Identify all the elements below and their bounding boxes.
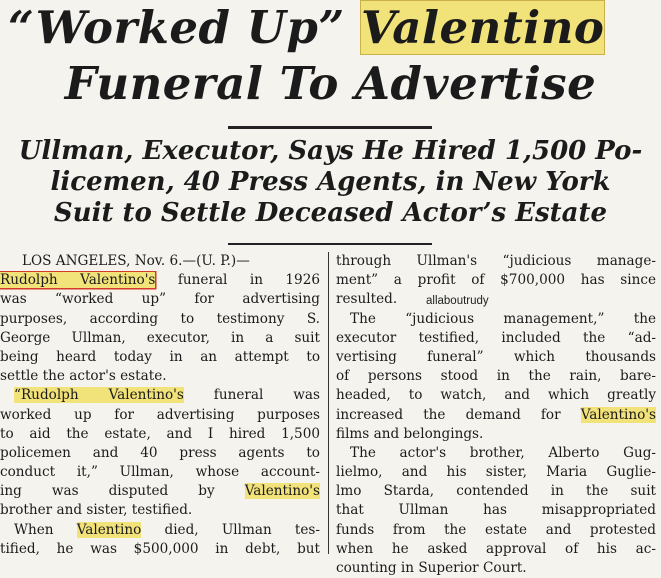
body-line: lmo Starda, contended in the suit bbox=[336, 483, 656, 500]
body-text: ing was disputed by bbox=[0, 483, 245, 500]
body-line: purposes, according to testimony S. bbox=[0, 310, 320, 327]
subheadline-deck bbox=[0, 136, 661, 229]
name-highlight: “Rudolph Valentino's bbox=[14, 387, 184, 404]
deck-divider bbox=[228, 243, 432, 245]
body-line: when he asked approval of his ac- bbox=[336, 540, 656, 557]
body-line bbox=[0, 482, 320, 501]
body-text: funeral in 1926 bbox=[155, 272, 320, 289]
headline-prefix: “Worked Up” bbox=[8, 1, 361, 54]
name-highlight: Rudolph Valentino's bbox=[0, 272, 156, 289]
body-line: The “judicious management,” the bbox=[350, 310, 656, 327]
body-line: was “worked up” for advertising bbox=[0, 291, 320, 308]
name-highlight: Valentino's bbox=[244, 483, 320, 500]
name-highlight: Valentino's bbox=[580, 406, 656, 423]
body-line: being heard today in an attempt to bbox=[0, 348, 320, 365]
body-line bbox=[0, 521, 320, 540]
body-text: increased the demand for bbox=[336, 406, 581, 423]
article-left-column bbox=[0, 252, 320, 559]
deck-line: Ullman, Executor, Says He Hired 1,500 Po- bbox=[18, 136, 643, 166]
headline-line-2: Funeral To Advertise bbox=[64, 57, 597, 110]
watermark-text: allaboutrudy bbox=[426, 295, 489, 307]
body-line: that Ullman has misappropriated bbox=[336, 502, 656, 519]
body-line: films and belongings. bbox=[336, 425, 484, 442]
body-line: settle the actor's estate. bbox=[0, 368, 167, 385]
body-line: executor testified, included the “ad- bbox=[336, 329, 656, 346]
body-line bbox=[0, 271, 320, 290]
deck-line: Suit to Settle Deceased Actor’s Estate bbox=[53, 198, 608, 228]
body-line: funds from the estate and protested bbox=[336, 521, 656, 538]
body-line: lielmo, and his sister, Maria Guglie- bbox=[336, 464, 656, 481]
body-line: conduct it,” Ullman, whose account- bbox=[0, 464, 320, 481]
body-line: vertising funeral” which thousands bbox=[336, 348, 656, 365]
deck-line: licemen, 40 Press Agents, in New York bbox=[50, 167, 611, 197]
body-line: worked up for advertising purposes bbox=[0, 406, 320, 423]
body-text: died, Ullman tes- bbox=[141, 521, 320, 538]
body-line: headed, to watch, and which greatly bbox=[336, 387, 656, 404]
body-line: through Ullman's “judicious manage- bbox=[336, 253, 656, 269]
body-line: brother and sister, testified. bbox=[0, 502, 193, 519]
column-divider bbox=[328, 252, 329, 554]
dateline: LOS ANGELES, Nov. 6.—(U. P.)— bbox=[22, 253, 250, 269]
body-line: The actor's brother, Alberto Gug- bbox=[350, 444, 656, 461]
body-text: When bbox=[14, 521, 77, 538]
body-line bbox=[0, 386, 320, 405]
body-line: resulted. bbox=[336, 291, 398, 308]
body-line: of persons stood in the rain, bare- bbox=[336, 368, 656, 385]
body-line bbox=[336, 406, 656, 425]
headline-line-1 bbox=[8, 0, 653, 56]
body-line: counting in Superior Court. bbox=[336, 560, 527, 576]
body-line: ment” a profit of $700,000 has since bbox=[336, 272, 656, 289]
article-right-column bbox=[336, 252, 656, 578]
body-text: funeral was bbox=[183, 387, 320, 404]
body-line: to aid the estate, and I hired 1,500 bbox=[0, 425, 320, 442]
body-line: George Ullman, executor, in a suit bbox=[0, 329, 320, 346]
body-line: tified, he was $500,000 in debt, but bbox=[0, 540, 320, 557]
body-line: policemen and 40 press agents to bbox=[0, 444, 320, 461]
headline-divider bbox=[228, 126, 432, 129]
headline-valentino-highlight: Valentino bbox=[360, 1, 605, 54]
name-highlight: Valentino bbox=[76, 521, 142, 538]
